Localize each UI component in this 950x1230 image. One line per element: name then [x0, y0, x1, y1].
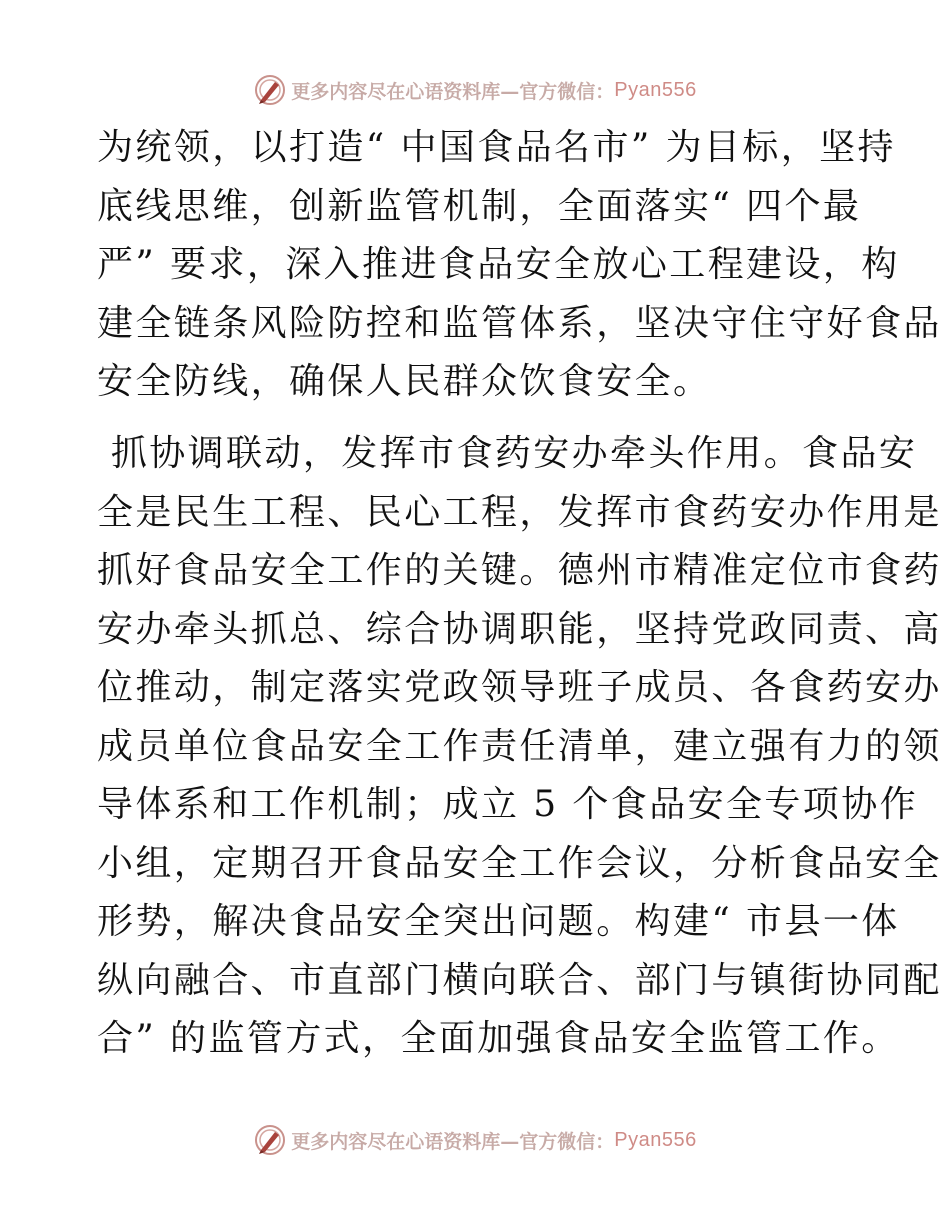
paragraph-2: [97, 425, 942, 1069]
text-line: 全是民生工程、民心工程，发挥市食药安办作用是: [97, 491, 942, 533]
text-line: 纵向融合、市直部门横向联合、部门与镇街协同配: [97, 959, 942, 1001]
header-watermark: [0, 70, 950, 110]
text-line: 位推动，制定落实党政领导班子成员、各食药安办: [97, 667, 942, 708]
pen-logo-icon: [253, 73, 287, 107]
text-line: 抓好食品安全工作的关键。德州市精准定位市食药: [97, 550, 942, 591]
banner-text: 更多内容尽在心语资料库—官方微信：: [291, 80, 615, 103]
text-line: 抓协调联动，发挥市食药安办牵头作用。食品安: [97, 433, 918, 474]
wechat-id: Pyan556: [614, 1128, 697, 1151]
text-line: 为统领，以打造“ 中国食品名市” 为目标，坚持: [97, 127, 896, 168]
wechat-id: Pyan556: [614, 78, 697, 101]
paragraph-1: [97, 119, 942, 412]
text-line: 建全链条风险防控和监管体系，坚决守住守好食品: [97, 302, 942, 344]
text-line: 形势，解决食品安全突出问题。构建“ 市县一体: [97, 901, 900, 942]
text-line: 导体系和工作机制；成立 5 个食品安全专项协作: [97, 784, 918, 825]
banner-text: 更多内容尽在心语资料库—官方微信：: [291, 1130, 615, 1153]
text-line: 安全防线，确保人民群众饮食安全。: [97, 361, 712, 402]
text-line: 严” 要求，深入推进食品安全放心工程建设，构: [97, 244, 900, 285]
text-line: 底线思维，创新监管机制，全面落实“ 四个最: [97, 185, 862, 227]
text-line: 小组，定期召开食品安全工作会议，分析食品安全: [97, 842, 942, 884]
text-line: 成员单位食品安全工作责任清单，建立强有力的领: [97, 725, 942, 767]
footer-watermark: [0, 1120, 950, 1160]
text-line: 合” 的监管方式，全面加强食品安全监管工作。: [97, 1018, 900, 1059]
pen-logo-icon: [253, 1123, 287, 1157]
text-line: 安办牵头抓总、综合协调职能，坚持党政同责、高: [97, 608, 942, 650]
